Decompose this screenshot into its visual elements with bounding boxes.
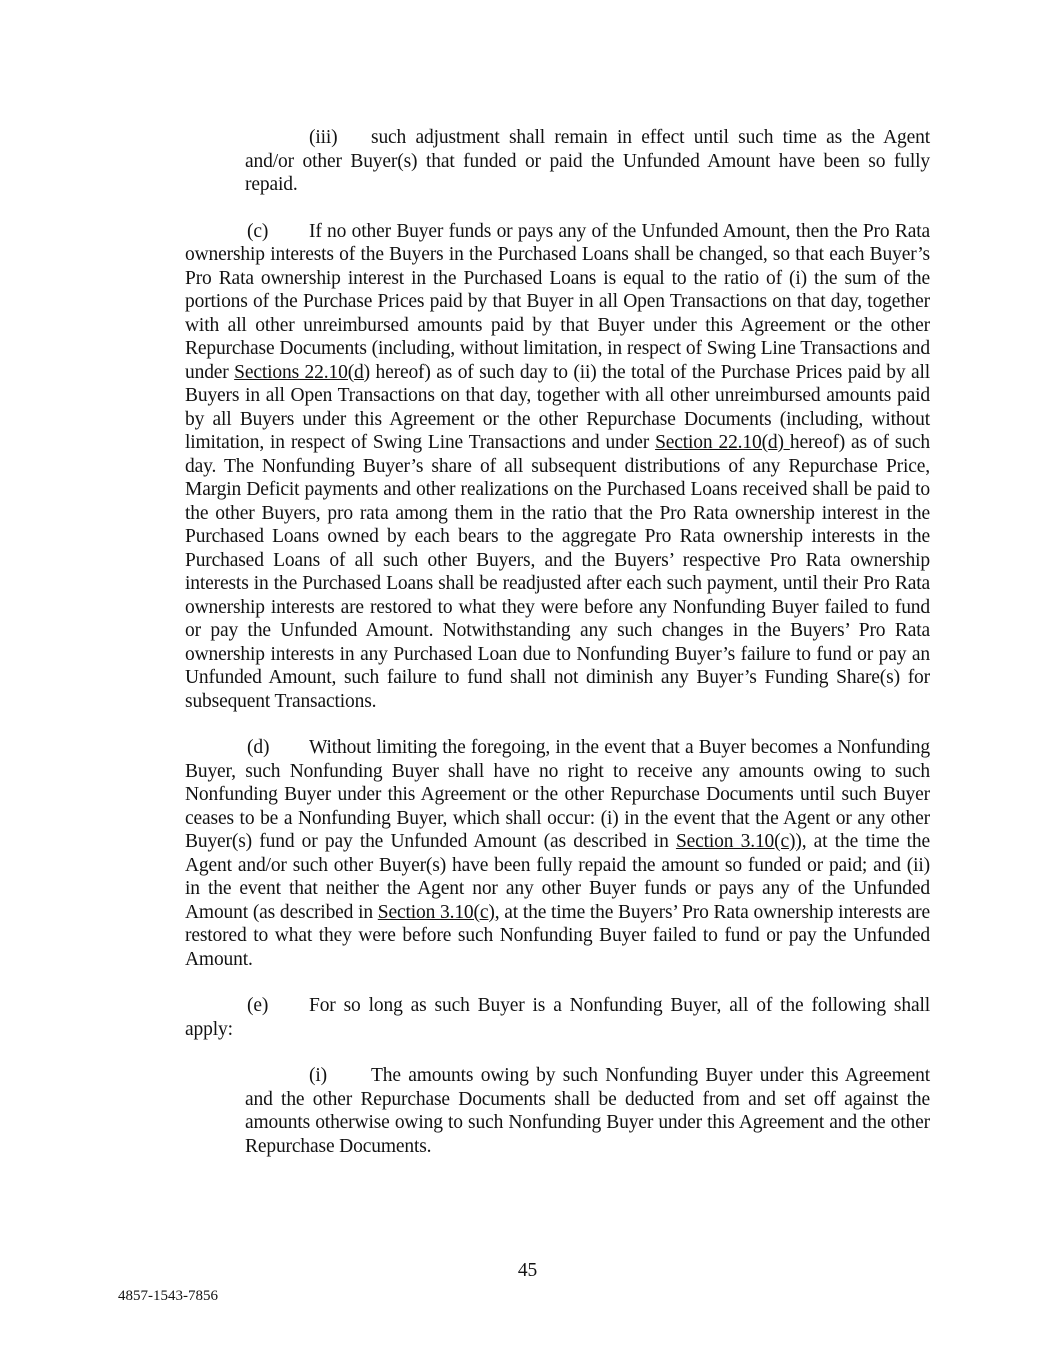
section-reference: Section 22.10(d) [655, 432, 790, 453]
text-segment: If no other Buyer funds or pays any of the Unfunded Amount, then the Pro Rata ownership interests of the Buyers in the Purchased Loans shall be changed, so that each Buyer’s Pro Rata ownership interest in the Purchased Loans is equal to the ratio of (i) the sum of the portions of the Purchase Prices paid by that Buyer in all Open Transactions on that day, together with all other unreimbursed amounts paid by that Buyer under this Agreement or the other Repurchase Documents (including, without limitation, in respect of Swing Line Transactions and under [185, 220, 930, 383]
document-control-number: 4857-1543-7856 [118, 1288, 218, 1304]
page-number: 45 [517, 1260, 538, 1281]
text-segment: hereof) as of such day to (ii) the total of the Purchase Prices paid by all Buyers in all Open Transactions on that day, together with all other unreimbursed amounts paid by all Buyers under this Agreement or the other Repurchase Documents (including, without limitation, in respect of Swing Line Transactions and under [185, 361, 930, 453]
paragraph-d-text [185, 737, 930, 970]
text-segment: ), at the time the Agent and/or such other Buyer(s) have been fully repaid the amount so funded or paid; and (ii) in the event that neither the Agent nor any other Buyer funds or pays any of the Unfunded Amount (as described in [185, 831, 931, 923]
paragraph-i [245, 1064, 930, 1158]
paragraph-d [185, 736, 930, 971]
document-body [185, 126, 930, 1158]
paragraph-e-label: (e) [247, 995, 269, 1016]
paragraph-e [185, 994, 930, 1041]
paragraph-iii [245, 126, 930, 197]
paragraph-i-label: (i) [309, 1065, 327, 1086]
text-segment: hereof) as of such day. The Nonfunding Buyer’s share of all subsequent distributions of any Repurchase Price, Margin Deficit payments and other realizations on the Purchased Loans received shall be paid to the other Buyers, pro rata among them in the ratio that the Pro Rata ownership interest in the Purchased Loans owned by each bears to the aggregate Pro Rata ownership interests in the Purchased Loans of all such other Buyers, and the Buyers’ respective Pro Rata ownership interests in the Purchased Loans shall be readjusted after each such payment, until their Pro Rata ownership interests are restored to what they were before any Nonfunding Buyer failed to fund or pay the Unfunded Amount. Notwithstanding any such changes in the Buyers’ Pro Rata ownership interests in any Purchased Loan due to Nonfunding Buyer’s failure to fund or pay an Unfunded Amount, such failure to fund shall not diminish any Buyer’s Funding Share(s) for subsequent Transactions. [185, 432, 930, 712]
text-segment: For so long as such Buyer is a Nonfunding Buyer, all of the following shall apply: [185, 995, 930, 1040]
text-segment: , at the time the Buyers’ Pro Rata ownership interests are restored to what they were before such Nonfunding Buyer failed to fund or pay the Unfunded Amount. [185, 901, 930, 970]
section-reference: Sections 22.10(d) [234, 361, 370, 383]
paragraph-d-label: (d) [247, 737, 270, 758]
text-segment: such adjustment shall remain in effect until such time as the Agent and/or other Buyer(s) that funded or paid the Unfunded Amount have been so fully repaid. [245, 127, 930, 195]
section-reference: Section 3.10(c) [377, 901, 495, 923]
section-reference: Section 3.10(c) [675, 831, 796, 852]
paragraph-iii-label: (iii) [309, 127, 338, 148]
paragraph-c-text [185, 221, 930, 712]
text-segment: The amounts owing by such Nonfunding Buyer under this Agreement and the other Repurchase Documents shall be deducted from and set off against the amounts otherwise owing to such Nonfunding Buyer under this Agreement and the other Repurchase Documents. [245, 1065, 930, 1157]
text-segment: Without limiting the foregoing, in the event that a Buyer becomes a Nonfunding Buyer, such Nonfunding Buyer shall have no right to receive any amounts owing to such Nonfunding Buyer under this Agreement or the other Repurchase Documents until such Buyer ceases to be a Nonfunding Buyer, which shall occur: (i) in the event that the Agent or any other Buyer(s) fund or pay the Unfunded Amount (as described in [185, 737, 930, 852]
paragraph-c [185, 220, 930, 714]
paragraph-c-label: (c) [247, 220, 269, 242]
